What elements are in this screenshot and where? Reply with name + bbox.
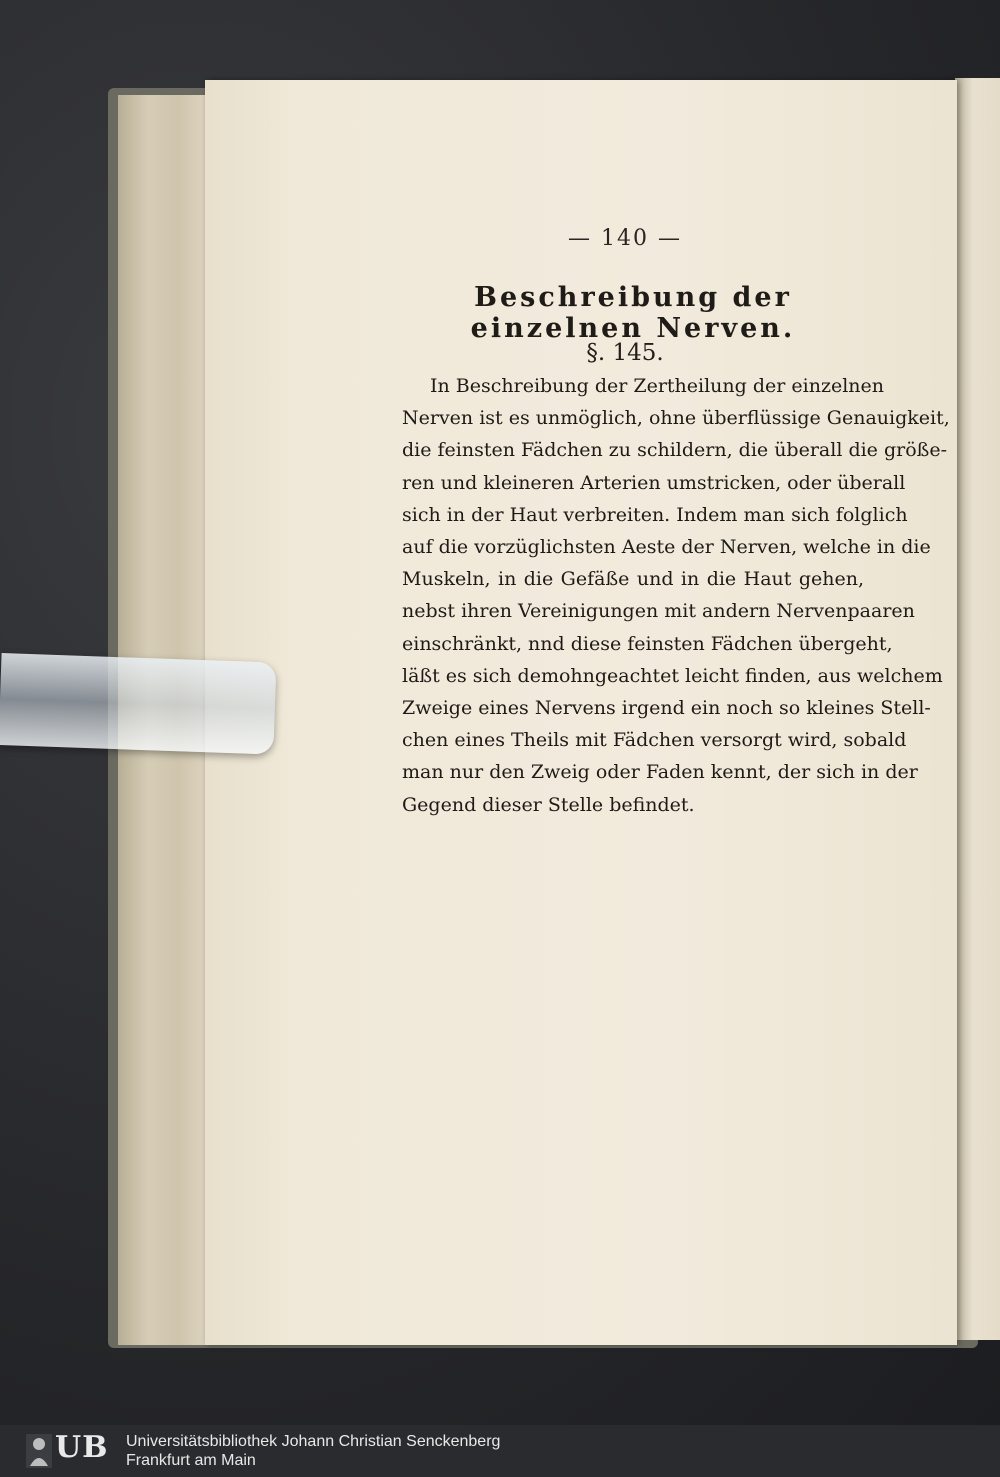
text-line: einschränkt, nnd diese feinsten Fädchen übergeht, <box>402 632 893 655</box>
page-number: — 140 — <box>568 226 682 251</box>
footer-institution: Universitätsbibliothek Johann Christian Senckenberg <box>126 1433 501 1450</box>
acrylic-page-holder <box>0 653 276 755</box>
footer-city: Frankfurt am Main <box>126 1452 256 1469</box>
section-number: §. 145. <box>586 340 664 366</box>
text-line: nebst ihren Vereinigungen mit andern Nervenpaaren <box>402 600 915 623</box>
chapter-heading: Beschreibung der einzelnen Nerven. <box>470 282 796 344</box>
text-line: die feinsten Fädchen zu schildern, die überall die größe- <box>402 439 948 462</box>
facing-page <box>955 78 1000 1340</box>
text-line: auf die vorzüglichsten Aeste der Nerven, welche in die <box>402 536 931 559</box>
text-line: Muskeln, in die Gefäße und in die Haut gehen, <box>402 568 864 591</box>
text-line: ren und kleineren Arterien umstricken, oder überall <box>402 471 906 494</box>
text-line: sich in der Haut verbreiten. Indem man sich folglich <box>402 503 908 526</box>
library-logo-text: UB <box>55 1430 109 1465</box>
text-line: Zweige eines Nervens irgend ein noch so kleines Stell- <box>402 697 931 720</box>
text-line: Gegend dieser Stelle befindet. <box>402 793 695 816</box>
text-line: man nur den Zweig oder Faden kennt, der sich in der <box>402 761 918 784</box>
body-text <box>402 370 950 821</box>
text-line: Nerven ist es unmöglich, ohne überflüssige Genauigkeit, <box>402 407 950 430</box>
text-line: chen eines Theils mit Fädchen versorgt wird, sobald <box>402 729 907 752</box>
text-line: läßt es sich demohngeachtet leicht finden, aus welchem <box>402 664 943 687</box>
text-line: In Beschreibung der Zertheilung der einzelnen <box>430 375 884 397</box>
